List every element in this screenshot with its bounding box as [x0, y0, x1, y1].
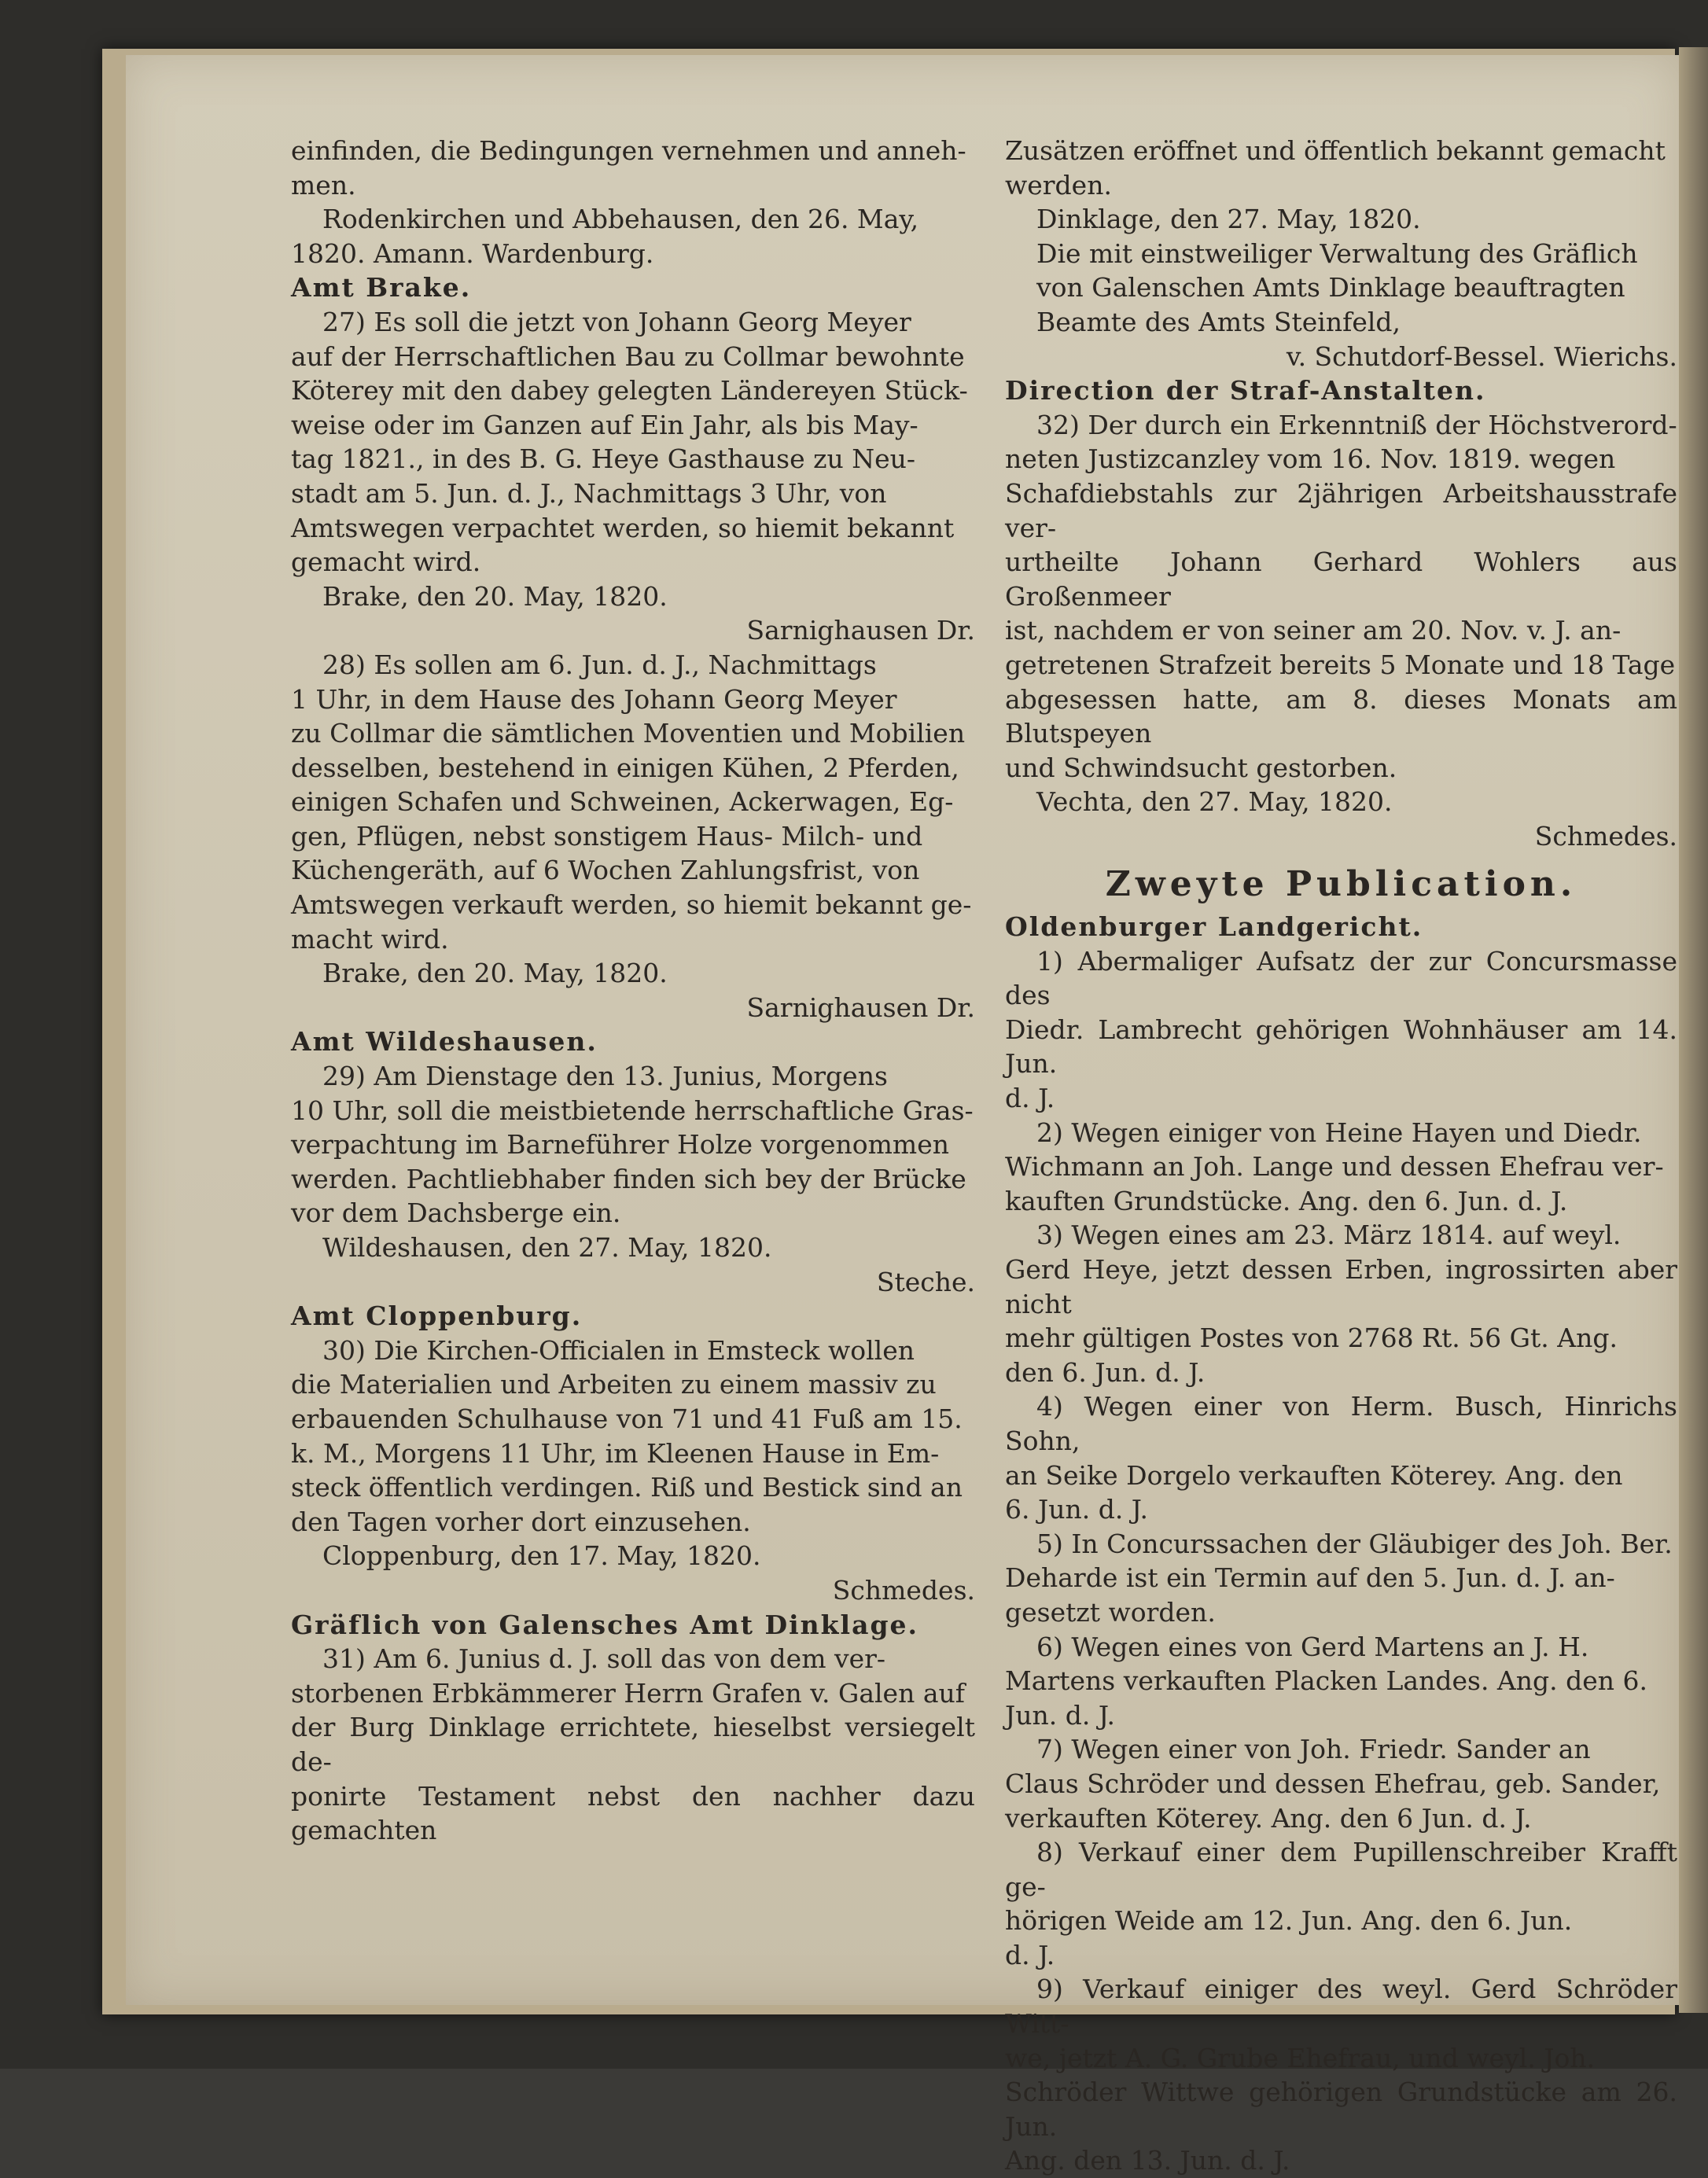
text-line: die Materialien und Arbeiten zu einem massiv zu: [291, 1369, 937, 1400]
text-line: stadt am 5. Jun. d. J., Nachmittags 3 Uhr, von: [291, 477, 887, 509]
text-line: k. M., Morgens 11 Uhr, im Kleenen Hause in Em-: [291, 1437, 940, 1469]
text-line: Ang. den 13. Jun. d. J.: [1005, 2145, 1290, 2176]
text-line: men.: [291, 169, 356, 201]
text-line: 27) Es soll die jetzt von Johann Georg Meyer: [322, 306, 911, 337]
publication-heading: Zweyte Publication.: [1105, 864, 1577, 905]
text-line: 1) Abermaliger Aufsatz der zur Concursmasse des: [1005, 945, 1677, 1011]
text-line: we, jetzt A. G. Grube Ehefrau, und weyl. Joh.: [1005, 2042, 1596, 2073]
text-line: Steche.: [876, 1266, 975, 1297]
text-line: 10 Uhr, soll die meistbietende herrschaftliche Gras-: [291, 1095, 974, 1126]
text-line: v. Schutdorf-Bessel. Wierichs.: [1286, 340, 1677, 372]
text-line: 1 Uhr, in dem Hause des Johann Georg Meyer: [291, 683, 897, 715]
text-line: d. J.: [1005, 1939, 1055, 1970]
text-line: Schmedes.: [832, 1574, 975, 1606]
text-line: Sarnighausen Dr.: [746, 615, 975, 646]
text-line: Amtswegen verpachtet werden, so hiemit bekannt: [291, 512, 955, 543]
text-line: Wildeshausen, den 27. May, 1820.: [322, 1232, 772, 1263]
text-line: Diedr. Lambrecht gehörigen Wohnhäuser am 14. Jun.: [1005, 1014, 1677, 1080]
text-line: 6) Wegen eines von Gerd Martens an J. H.: [1036, 1631, 1589, 1662]
text-line: gesetzt worden.: [1005, 1596, 1216, 1628]
text-line: der Burg Dinklage errichtete, hieselbst versiegelt de-: [291, 1712, 975, 1777]
text-line: Schmedes.: [1534, 820, 1677, 852]
text-line: Köterey mit den dabey gelegten Ländereyen Stück-: [291, 375, 968, 407]
text-line: verpachtung im Barneführer Holze vorgenommen: [291, 1129, 950, 1161]
text-line: 29) Am Dienstage den 13. Junius, Morgens: [322, 1061, 888, 1092]
text-line: hörigen Weide am 12. Jun. Ang. den 6. Jun.: [1005, 1905, 1573, 1937]
text-line: Cloppenburg, den 17. May, 1820.: [322, 1540, 761, 1572]
section-heading: Gräflich von Galensches Amt Dinklage.: [291, 1609, 919, 1640]
section-heading: Oldenburger Landgericht.: [1005, 911, 1423, 943]
text-line: einfinden, die Bedingungen vernehmen und anneh-: [291, 135, 966, 166]
text-line: macht wird.: [291, 923, 449, 955]
text-line: einigen Schafen und Schweinen, Ackerwagen, Eg-: [291, 786, 954, 818]
text-line: Zusätzen eröffnet und öffentlich bekannt gemacht: [1005, 135, 1666, 166]
text-line: 1820. Amann. Wardenburg.: [291, 237, 654, 269]
section-heading: Amt Wildeshausen.: [291, 1026, 598, 1058]
text-line: Wichmann an Joh. Lange und dessen Ehefrau ver-: [1005, 1151, 1664, 1183]
text-line: desselben, bestehend in einigen Kühen, 2 Pferden,: [291, 752, 959, 783]
text-line: 2) Wegen einiger von Heine Hayen und Diedr.: [1036, 1117, 1642, 1148]
right-column: [1005, 134, 1677, 2178]
text-line: 32) Der durch ein Erkenntniß der Höchstverord-: [1036, 409, 1677, 440]
text-line: gen, Pflügen, nebst sonstigem Haus- Milch- und: [291, 820, 923, 852]
text-line: werden. Pachtliebhaber finden sich bey der Brücke: [291, 1163, 966, 1194]
text-line: Jun. d. J.: [1005, 1699, 1115, 1731]
text-line: Vechta, den 27. May, 1820.: [1036, 786, 1393, 818]
text-line: Schafdiebstahls zur 2jährigen Arbeitshausstrafe ver-: [1005, 477, 1677, 543]
text-line: an Seike Dorgelo verkauften Köterey. Ang. den: [1005, 1459, 1623, 1491]
section-heading: Direction der Straf-Anstalten.: [1005, 375, 1486, 407]
text-line: 30) Die Kirchen-Officialen in Emsteck wollen: [322, 1334, 915, 1366]
text-line: von Galenschen Amts Dinklage beauftragten: [1036, 272, 1625, 304]
text-line: 6. Jun. d. J.: [1005, 1494, 1148, 1525]
text-line: 7) Wegen einer von Joh. Friedr. Sander an: [1036, 1734, 1591, 1765]
text-line: getretenen Strafzeit bereits 5 Monate und 18 Tage: [1005, 649, 1676, 680]
text-line: werden.: [1005, 169, 1112, 201]
text-line: Dinklage, den 27. May, 1820.: [1036, 204, 1421, 235]
text-line: Gerd Heye, jetzt dessen Erben, ingrossirten aber nicht: [1005, 1254, 1677, 1319]
text-line: Schröder Wittwe gehörigen Grundstücke am 26. Jun.: [1005, 2077, 1677, 2142]
text-line: ist, nachdem er von seiner am 20. Nov. v. J. an-: [1005, 615, 1621, 646]
text-line: auf der Herrschaftlichen Bau zu Collmar bewohnte: [291, 340, 965, 372]
text-line: und Schwindsucht gestorben.: [1005, 752, 1397, 783]
text-line: Beamte des Amts Steinfeld,: [1036, 306, 1401, 337]
text-line: tag 1821., in des B. G. Heye Gasthause zu Neu-: [291, 443, 916, 475]
text-line: steck öffentlich verdingen. Riß und Bestick sind an: [291, 1472, 963, 1503]
text-line: 3) Wegen eines am 23. März 1814. auf weyl.: [1036, 1220, 1621, 1251]
section-heading: Amt Cloppenburg.: [291, 1301, 583, 1332]
text-line: gemacht wird.: [291, 546, 481, 578]
text-line: den 6. Jun. d. J.: [1005, 1356, 1206, 1388]
text-line: 5) In Concurssachen der Gläubiger des Joh. Ber.: [1036, 1528, 1673, 1559]
text-line: zu Collmar die sämtlichen Moventien und Mobilien: [291, 718, 966, 749]
text-line: neten Justizcanzley vom 16. Nov. 1819. wegen: [1005, 443, 1616, 475]
text-line: 8) Verkauf einer dem Pupillenschreiber Krafft ge-: [1005, 1837, 1677, 1902]
text-line: Die mit einstweiliger Verwaltung des Gräflich: [1036, 237, 1638, 269]
text-line: kauften Grundstücke. Ang. den 6. Jun. d. J.: [1005, 1185, 1568, 1216]
left-column: [291, 134, 975, 1848]
text-line: storbenen Erbkämmerer Herrn Grafen v. Galen auf: [291, 1677, 965, 1709]
next-page-edge: [1679, 47, 1708, 2013]
text-line: den Tagen vorher dort einzusehen.: [291, 1506, 751, 1537]
text-line: 28) Es sollen am 6. Jun. d. J., Nachmittags: [322, 649, 877, 680]
text-line: urtheilte Johann Gerhard Wohlers aus Großenmeer: [1005, 546, 1677, 612]
text-line: vor dem Dachsberge ein.: [291, 1198, 621, 1229]
text-line: Rodenkirchen und Abbehausen, den 26. May,: [322, 204, 919, 235]
text-line: Sarnighausen Dr.: [746, 992, 975, 1023]
text-line: Martens verkauften Placken Landes. Ang. den 6.: [1005, 1665, 1647, 1697]
text-line: Claus Schröder und dessen Ehefrau, geb. Sander,: [1005, 1768, 1661, 1799]
section-heading: Amt Brake.: [291, 272, 472, 304]
text-line: Brake, den 20. May, 1820.: [322, 958, 668, 989]
text-line: Küchengeräth, auf 6 Wochen Zahlungsfrist, von: [291, 855, 920, 886]
text-line: Amtswegen verkauft werden, so hiemit bekannt ge-: [291, 889, 972, 921]
text-line: verkauften Köterey. Ang. den 6 Jun. d. J.: [1005, 1802, 1532, 1834]
text-line: ponirte Testament nebst den nachher dazu gemachten: [291, 1780, 975, 1846]
text-line: d. J.: [1005, 1083, 1055, 1114]
text-line: Brake, den 20. May, 1820.: [322, 580, 668, 612]
text-line: Deharde ist ein Termin auf den 5. Jun. d. J. an-: [1005, 1562, 1615, 1594]
text-line: abgesessen hatte, am 8. dieses Monats am Blutspeyen: [1005, 683, 1677, 749]
text-line: weise oder im Ganzen auf Ein Jahr, als bis May-: [291, 409, 918, 440]
text-line: mehr gültigen Postes von 2768 Rt. 56 Gt. Ang.: [1005, 1323, 1618, 1354]
text-line: 31) Am 6. Junius d. J. soll das von dem ver-: [322, 1643, 886, 1675]
text-line: 9) Verkauf einiger des weyl. Gerd Schröder Witt-: [1005, 1974, 1677, 2040]
text-line: erbauenden Schulhause von 71 und 41 Fuß am 15.: [291, 1403, 963, 1434]
text-line: 4) Wegen einer von Herm. Busch, Hinrichs Sohn,: [1005, 1391, 1677, 1456]
